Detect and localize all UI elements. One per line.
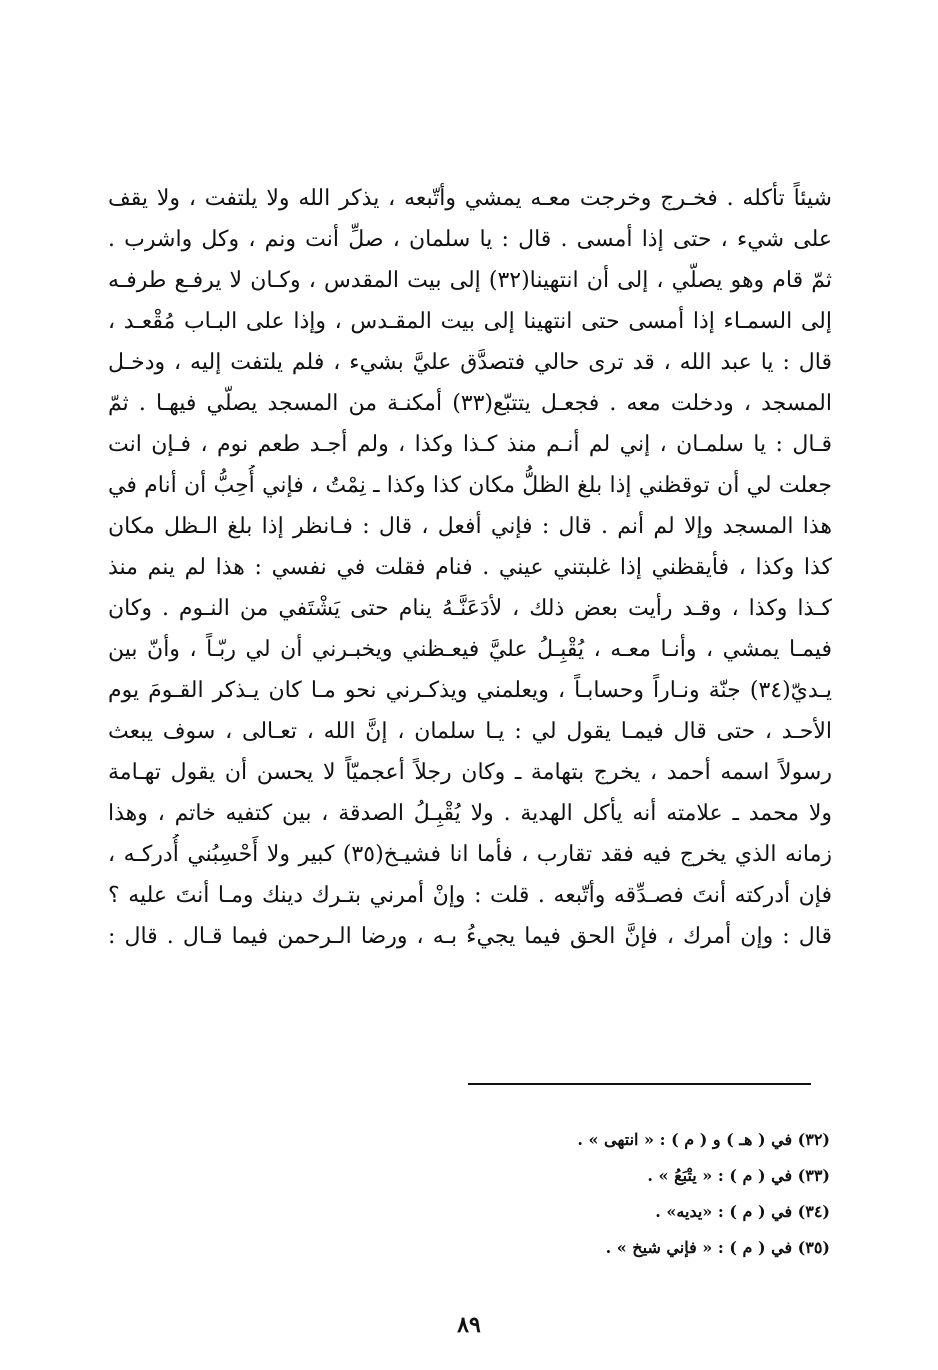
text-line: كذا وكذا ، فأيقظني إذا غلبتني عيني . فنام فقلت في نفسي : هذا لم ينم منذ [108,555,832,580]
footnote-separator [468,1083,811,1085]
text-line: رسولاً اسمه أحمد ، يخرج بتهامة ـ وكان رجلاً أعجميّاً لا يحسن أن يقول تهـامة [108,760,832,785]
text-line: يـديّ(٣٤) جنّة ونـاراً وحسابـاً ، ويعلمني ويذكـرني نحو مـا كان يـذكر القـومَ يوم [108,678,832,703]
text-line: المسجد ، ودخلت معه . فجعـل يتتبّع(٣٣) أمكنـة من المسجد يصلّي فيهـا . ثمّ [108,391,832,416]
footnotes [430,1122,830,1266]
text-line: زمانه الذي يخرج فيه فقد تقارب ، فأما انا فشيـخ(٣٥) كبير ولا أَحْسِبُني أُدركـه ، [108,842,832,867]
text-line: الأحـد ، حتى قال فيمـا يقول لي : يـا سلمان ، إنَّ الله ، تعـالى ، سوف يبعث [108,719,832,744]
main-text [108,178,832,957]
footnote-33: (٣٣) في ( م ) : « يتْبَعُ » . [647,1166,830,1185]
text-line: على شيء ، حتى إذا أمسى . قال : يا سلمان ، صلِّ أنت ونم ، وكل واشرب . [108,227,832,252]
text-line: ثمّ قام وهو يصلّي ، إلى أن انتهينا(٣٢) إلى بيت المقدس ، وكـان لا يرفـع طرفـه [108,268,832,293]
text-line: ولا محمد ـ علامته أنه يأكل الهدية . ولا يُقْبِـلُ الصدقة ، بين كتفيه خاتم ، وهذا [108,801,832,826]
text-line: جعلت لي أن توقظني إذا بلغ الظلُّ مكان كذا وكذا ـ نِمْتُ ، فإني أُحِبُّ أن أنام في [108,473,832,498]
text-line: شيئاً تأكله . فخـرج وخرجت معـه يمشي وأتّبعه ، يذكر الله ولا يلتفت ، ولا يقف [108,186,832,211]
text-line: إلى السمـاء إذا أمسى حتى انتهينا إلى بيت المقـدس ، وإذا على البـاب مُقْعـد ، [108,309,832,334]
footnote-34: (٣٤) في ( م ) : «يديه» . [655,1202,830,1221]
text-line: كـذا وكذا ، وقـد رأيت بعض ذلك ، لأدَعَنَّـهُ ينام حتى يَشْتَفي من النـوم . وكان [108,596,832,621]
page-number: ٨٩ [457,1312,481,1338]
text-line: فيمـا يمشي ، وأنـا معـه ، يُقْبِـلُ عليَّ فيعـظني ويخبـرني أن لي ربّـاً ، وأنّ بين [108,637,832,662]
text-line: قـال : يا سلمـان ، إني لم أنـم منذ كـذا وكذا ، ولم أجـد طعم نوم ، فـإن انت [108,432,832,457]
text-line: قال : وإن أمرك ، فإنَّ الحق فيما يجيءُ بـه ، ورضا الـرحمن فيما قـال . قال : [108,924,832,949]
footnote-35: (٣٥) في ( م ) : « فإني شيخ » . [605,1238,830,1257]
text-line: قال : يا عبد الله ، قد ترى حالي فتصدَّق عليَّ بشيء ، فلم يلتفت إليه ، ودخـل [108,350,832,375]
text-line: فإن أدركته أنتَ فصـدِّقه وأتّبعه . قلت : وإنْ أمرني بتـرك دينك ومـا أنتَ عليه ؟ [108,883,832,908]
footnote-32: (٣٢) في ( هـ ) و ( م ) : « انتهى » . [577,1130,830,1149]
text-line: هذا المسجد وإلا لم أنم . قال : فإني أفعل ، قال : فـانظر إذا بلغ الـظل مكان [108,514,832,539]
